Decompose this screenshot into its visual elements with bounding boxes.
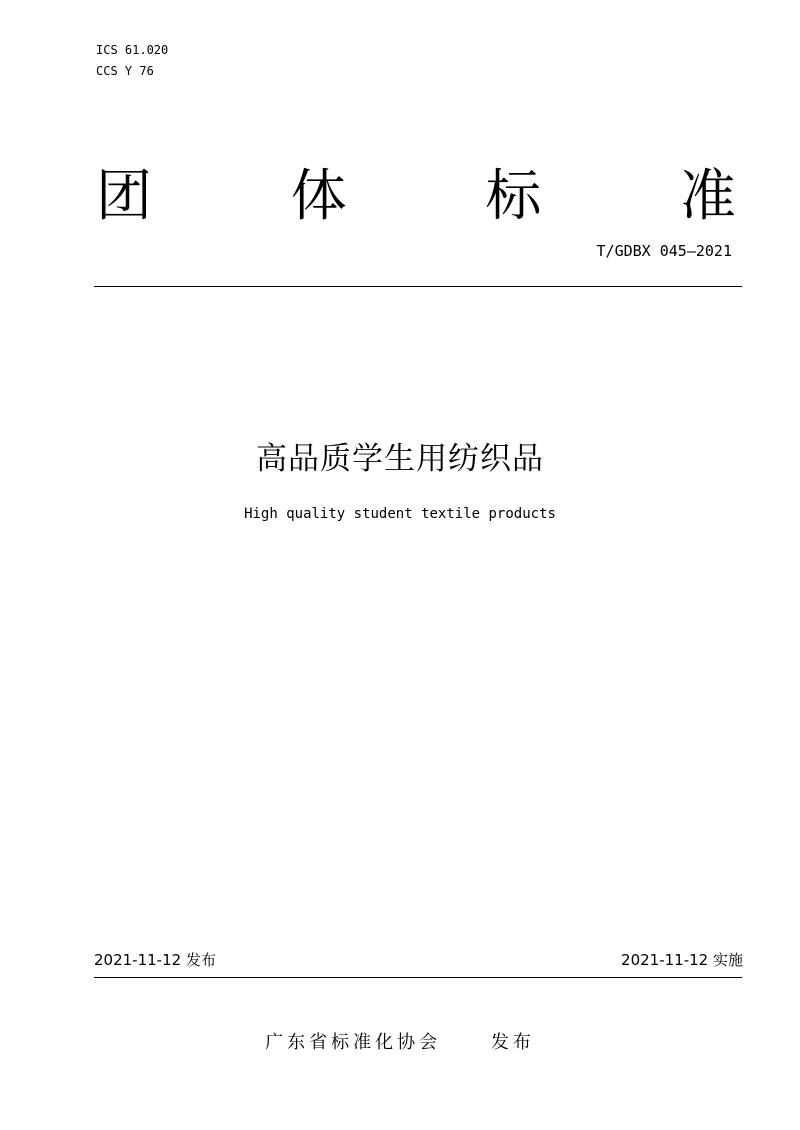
classification-codes xyxy=(96,40,168,82)
standard-type-char-4: 准 xyxy=(679,164,736,229)
top-divider xyxy=(94,286,742,287)
ccs-code: CCS Y 76 xyxy=(96,64,154,78)
issuer-name: 广东省标准化协会 xyxy=(265,1032,442,1053)
effective-date: 2021-11-12 实施 xyxy=(621,951,743,969)
bottom-divider xyxy=(94,977,742,978)
standard-type-heading xyxy=(96,152,736,232)
title-english: High quality student textile products xyxy=(244,506,556,522)
standard-type-char-1: 团 xyxy=(96,164,152,229)
issuer-verb: 发布 xyxy=(490,1032,535,1053)
publish-date: 2021-11-12 发布 xyxy=(94,951,216,969)
standard-type-char-2: 体 xyxy=(290,164,347,229)
issuer-line xyxy=(0,1028,800,1054)
standard-type-char-3: 标 xyxy=(485,164,542,229)
title-chinese: 高品质学生用纺织品 xyxy=(256,441,544,477)
standard-number: T/GDBX 045—2021 xyxy=(596,242,732,260)
ics-code: ICS 61.020 xyxy=(96,43,169,57)
